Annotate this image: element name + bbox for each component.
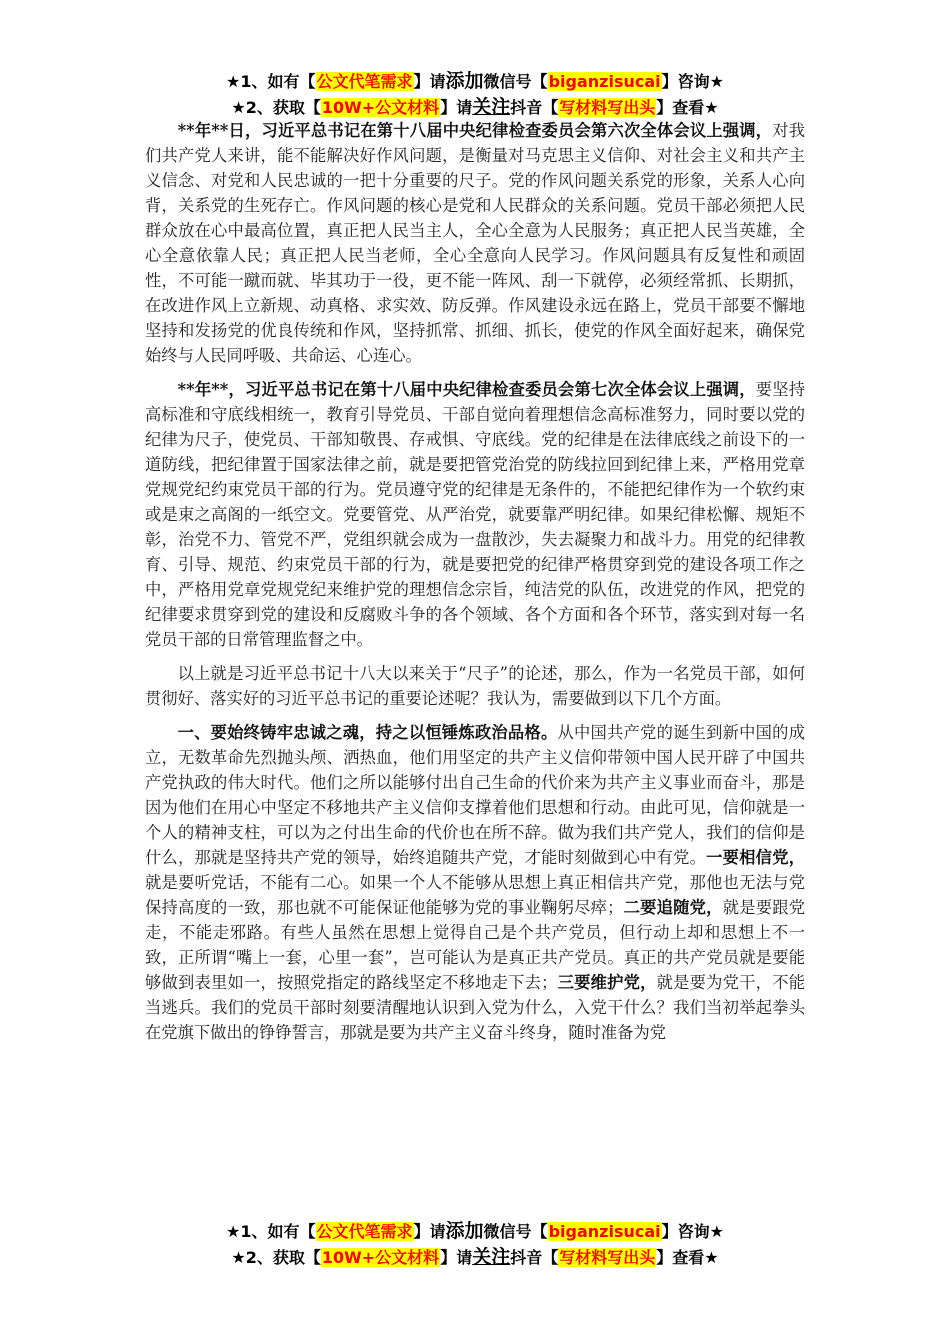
banner-text: ★1、如有【 <box>226 72 316 91</box>
banner-text: 】查看★ <box>656 1248 719 1267</box>
paragraph-text: 要坚持高标准和守底线相统一，教育引导党员、干部自觉向着理想信念高标准努力，同时要以党的纪律为尺子，使党员、干部知敬畏、存戒惧、守底线。党的纪律是在法律底线之前设下的一道防线，把纪律置于国家法律之前，就是要把管党治党的防线拉回到纪律上来，严格用党章党规党纪约束党员干部的行为。党员遵守党的纪律是无条件的，不能把纪律作为一个软约束或是束之高阁的一纸空文。党要管党、从严治党，就要靠严明纪律。如果纪律松懈、规矩不彰，治党不力、管党不严，党组织就会成为一盘散沙，失去凝聚力和战斗力。用党的纪律教育、引导、规范、约束党员干部的行为，就是要把党的纪律严格贯穿到党的建设各项工作之中，严格用党章党规党纪来维护党的理想信念宗旨，纯洁党的队伍，改进党的作风，把党的纪律要求贯穿到党的建设和反腐败斗争的各个领域、各个方面和各个环节，落实到对每一名党员干部的日常管理监督之中。 <box>145 380 805 649</box>
paragraph-text: 以上就是习近平总书记十八大以来关于“尺子”的论述，那么，作为一名党员干部，如何贯彻好、落实好的习近平总书记的重要论述呢？我认为，需要做到以下几个方面。 <box>145 664 805 708</box>
banner-text: ★2、获取【 <box>231 98 321 117</box>
douyin-account-highlight: 写材料写出头 <box>559 98 656 117</box>
banner-text: 微信号【 <box>483 72 548 91</box>
banner-line-2 <box>0 94 950 120</box>
paragraph-lead: **年**，习近平总书记在第十八届中央纪律检查委员会第七次全体会议上强调， <box>177 380 756 399</box>
section-text: 就是要听党话，不能有二心。如果一个人不能够从思想上真正相信共产党，那他也无法与党保持高度的一致，那也就不可能保证他能够为党的事业鞠躬尽瘁； <box>145 873 805 917</box>
banner-emphasis: 添加 <box>445 70 484 92</box>
banner-emphasis: 关注 <box>472 1246 511 1268</box>
footer-banner <box>0 1218 950 1270</box>
section-point: 一要相信党， <box>706 848 805 867</box>
banner-highlight: 公文代笔需求 <box>316 1222 413 1241</box>
banner-line-1 <box>0 68 950 94</box>
wechat-id-highlight: biganzisucai <box>548 72 661 91</box>
header-banner <box>0 68 950 120</box>
section-text: 从中国共产党的诞生到新中国的成立，无数革命先烈抛头颅、洒热血，他们用坚定的共产主义信仰带领中国人民开辟了中国共产党执政的伟大时代。他们之所以能够付出自己生命的代价来为共产主义事业而奋斗，那是因为他们在用心中坚定不移地共产主义信仰支撑着他们思想和行动。由此可见，信仰就是一个人的精神支柱，可以为之付出生命的代价也在所不辞。做为我们共产党人，我们的信仰是什么，那就是坚持共产党的领导，始终追随共产党，才能时刻做到心中有党。 <box>145 723 805 867</box>
banner-emphasis: 关注 <box>472 96 511 118</box>
banner-text: 抖音【 <box>510 1248 559 1267</box>
banner-line-1 <box>0 1218 950 1244</box>
paragraph-text: 对我们共产党人来讲，能不能解决好作风问题，是衡量对马克思主义信仰、对社会主义和共产主义信念、对党和人民忠诚的一把十分重要的尺子。党的作风问题关系党的形象，关系人心向背，关系党的生死存亡。作风问题的核心是党和人民群众的关系问题。党员干部必须把人民群众放在心中最高位置，真正把人民当主人，全心全意为人民服务；真正把人民当英雄，全心全意依靠人民；真正把人民当老师，全心全意向人民学习。作风问题具有反复性和顽固性，不可能一蹴而就、毕其功于一役，更不能一阵风、刮一下就停，必须经常抓、长期抓，在改进作风上立新规、动真格、求实效、防反弹。作风建设永远在路上，党员干部要不懈地坚持和发扬党的优良传统和作风，坚持抓常、抓细、抓长，使党的作风全面好起来，确保党始终与人民同呼吸、共命运、心连心。 <box>145 121 805 365</box>
banner-text: 】请 <box>440 1248 473 1267</box>
banner-text: 】请 <box>413 1222 446 1241</box>
paragraph-1 <box>145 118 805 368</box>
section-1 <box>145 720 805 1045</box>
banner-text: 微信号【 <box>483 1222 548 1241</box>
section-text: 就是要为党干，不能当逃兵。我们的党员干部时刻要清醒地认识到入党为什么，入党干什么？我们当初举起拳头在党旗下做出的铮铮誓言，那就是要为共产主义奋斗终身，随时准备为党 <box>145 973 805 1042</box>
banner-highlight: 10W+公文材料 <box>321 98 440 117</box>
banner-text: 】查看★ <box>656 98 719 117</box>
article-body <box>145 118 805 1054</box>
banner-text: 】请 <box>440 98 473 117</box>
paragraph-lead: **年**日，习近平总书记在第十八届中央纪律检查委员会第六次全体会议上强调， <box>177 121 773 140</box>
banner-text: 抖音【 <box>510 98 559 117</box>
banner-text: ★1、如有【 <box>226 1222 316 1241</box>
banner-text: 】咨询★ <box>661 1222 724 1241</box>
section-point: 三要维护党， <box>557 973 657 992</box>
wechat-id-highlight: biganzisucai <box>548 1222 661 1241</box>
paragraph-2 <box>145 377 805 652</box>
paragraph-3 <box>145 661 805 711</box>
banner-highlight: 10W+公文材料 <box>321 1248 440 1267</box>
section-text: 就是要跟党走，不能走邪路。有些人虽然在思想上觉得自己是个共产党员，但行动上却和思想上不一致，正所谓“嘴上一套，心里一套”，岂可能认为是真正共产党员。真正的共产党员就是要能够做到表里如一，按照党指定的路线坚定不移地走下去； <box>145 898 805 992</box>
banner-text: 】请 <box>413 72 446 91</box>
section-heading: 一、要始终铸牢忠诚之魂，持之以恒锤炼政治品格。 <box>177 723 558 742</box>
banner-emphasis: 添加 <box>445 1220 484 1242</box>
banner-text: ★2、获取【 <box>231 1248 321 1267</box>
section-point: 二要追随党， <box>623 898 723 917</box>
banner-line-2 <box>0 1244 950 1270</box>
banner-highlight: 公文代笔需求 <box>316 72 413 91</box>
douyin-account-highlight: 写材料写出头 <box>559 1248 656 1267</box>
banner-text: 】咨询★ <box>661 72 724 91</box>
